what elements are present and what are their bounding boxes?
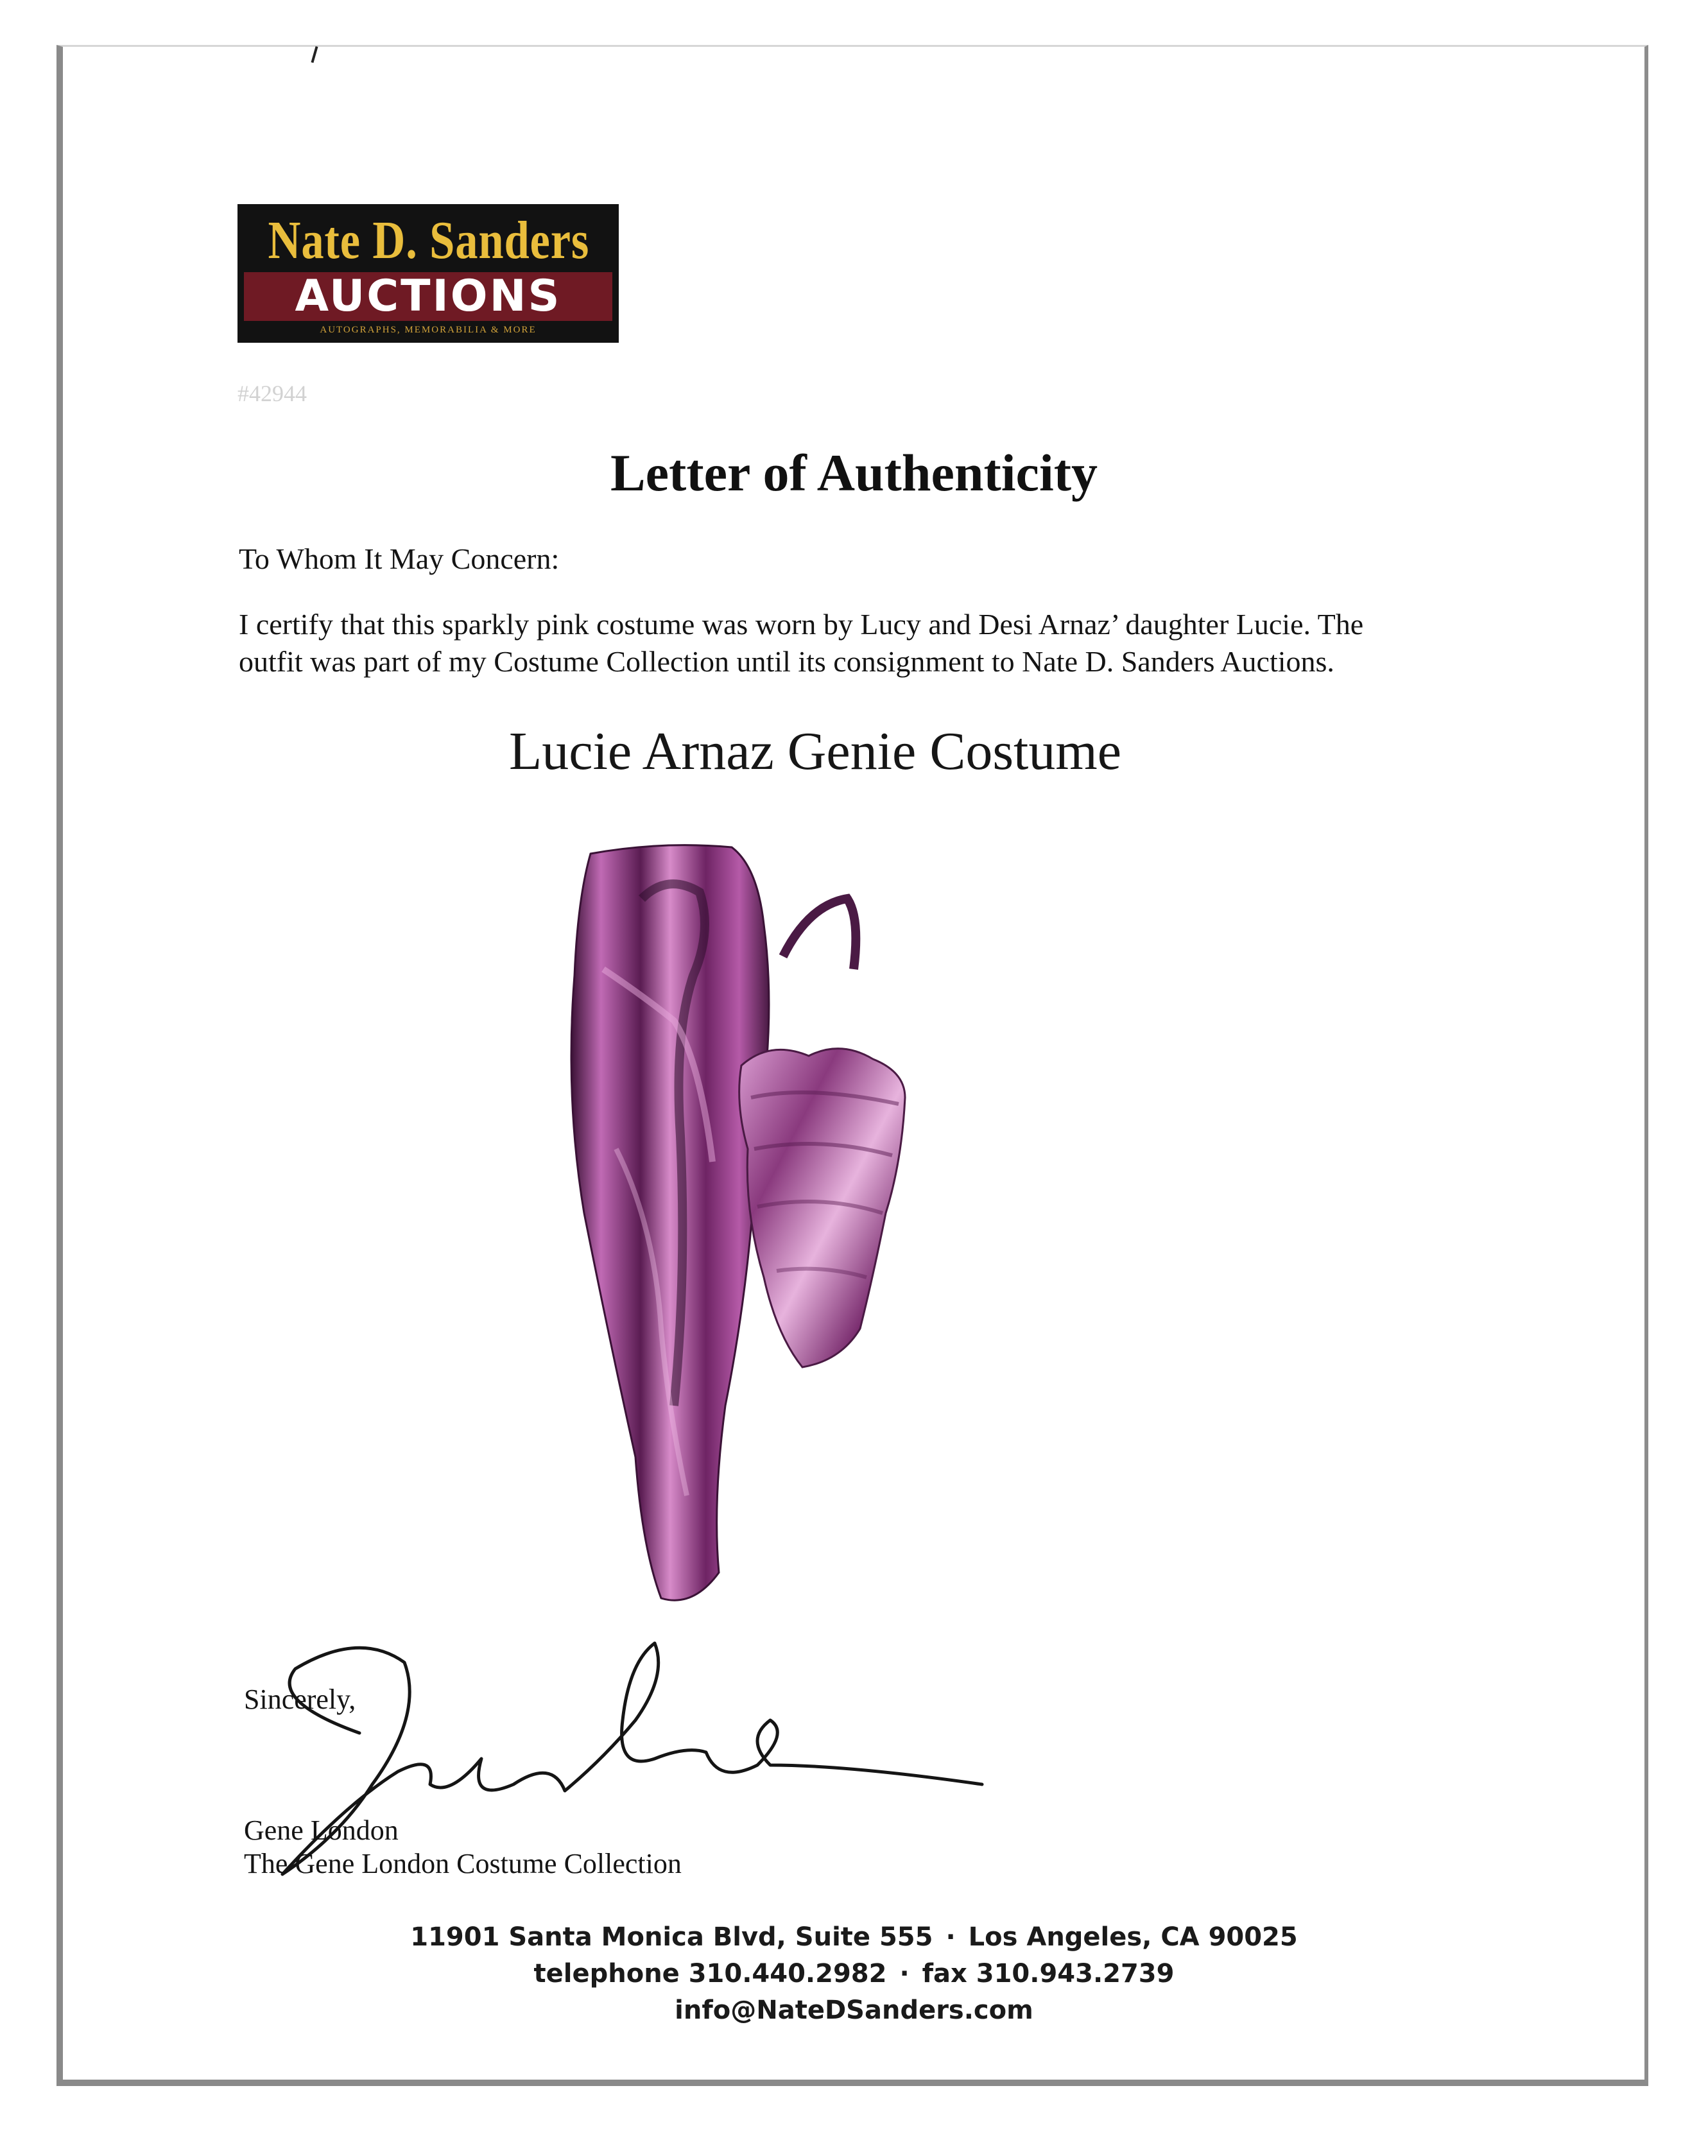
sarong-skirt	[571, 845, 769, 1601]
footer-address: 11901 Santa Monica Blvd, Suite 555	[410, 1922, 933, 1952]
footer-separator: ·	[945, 1922, 956, 1952]
logo-name: Nate D. Sanders	[268, 211, 590, 270]
signer-name: Gene London	[244, 1815, 399, 1846]
body-line: I certify that this sparkly pink costume was worn by Lucy and Desi Arnaz’ daughter Lucie. The	[239, 608, 1364, 641]
footer-email: info@NateDSanders.com	[675, 1996, 1033, 2025]
item-title: Lucie Arnaz Genie Costume	[508, 721, 1122, 781]
costume-photo	[565, 828, 1168, 1630]
footer-address-line	[0, 1919, 1708, 1956]
letter-body	[239, 606, 1363, 680]
logo-tagline: AUTOGRAPHS, MEMORABILIA & MORE	[320, 325, 537, 335]
letter-title: Letter of Authenticity	[610, 444, 1098, 502]
footer-city: Los Angeles, CA 90025	[968, 1922, 1298, 1952]
letterhead-footer	[0, 1919, 1708, 2029]
footer-separator: ·	[899, 1959, 910, 1988]
company-logo	[237, 204, 619, 343]
logo-band	[244, 272, 612, 321]
footer-phone-line	[0, 1956, 1708, 1992]
signoff: Sincerely,	[244, 1684, 356, 1715]
body-line: outfit was part of my Costume Collection until its consignment to Nate D. Sanders Auctions.	[239, 645, 1334, 678]
lot-number: #42944	[237, 381, 307, 406]
footer-telephone: telephone 310.440.2982	[533, 1959, 887, 1988]
signer-organization: The Gene London Costume Collection	[244, 1848, 682, 1879]
salutation: To Whom It May Concern:	[239, 542, 560, 575]
footer-fax: fax 310.943.2739	[922, 1959, 1175, 1988]
logo-auctions: AUCTIONS	[295, 271, 562, 322]
